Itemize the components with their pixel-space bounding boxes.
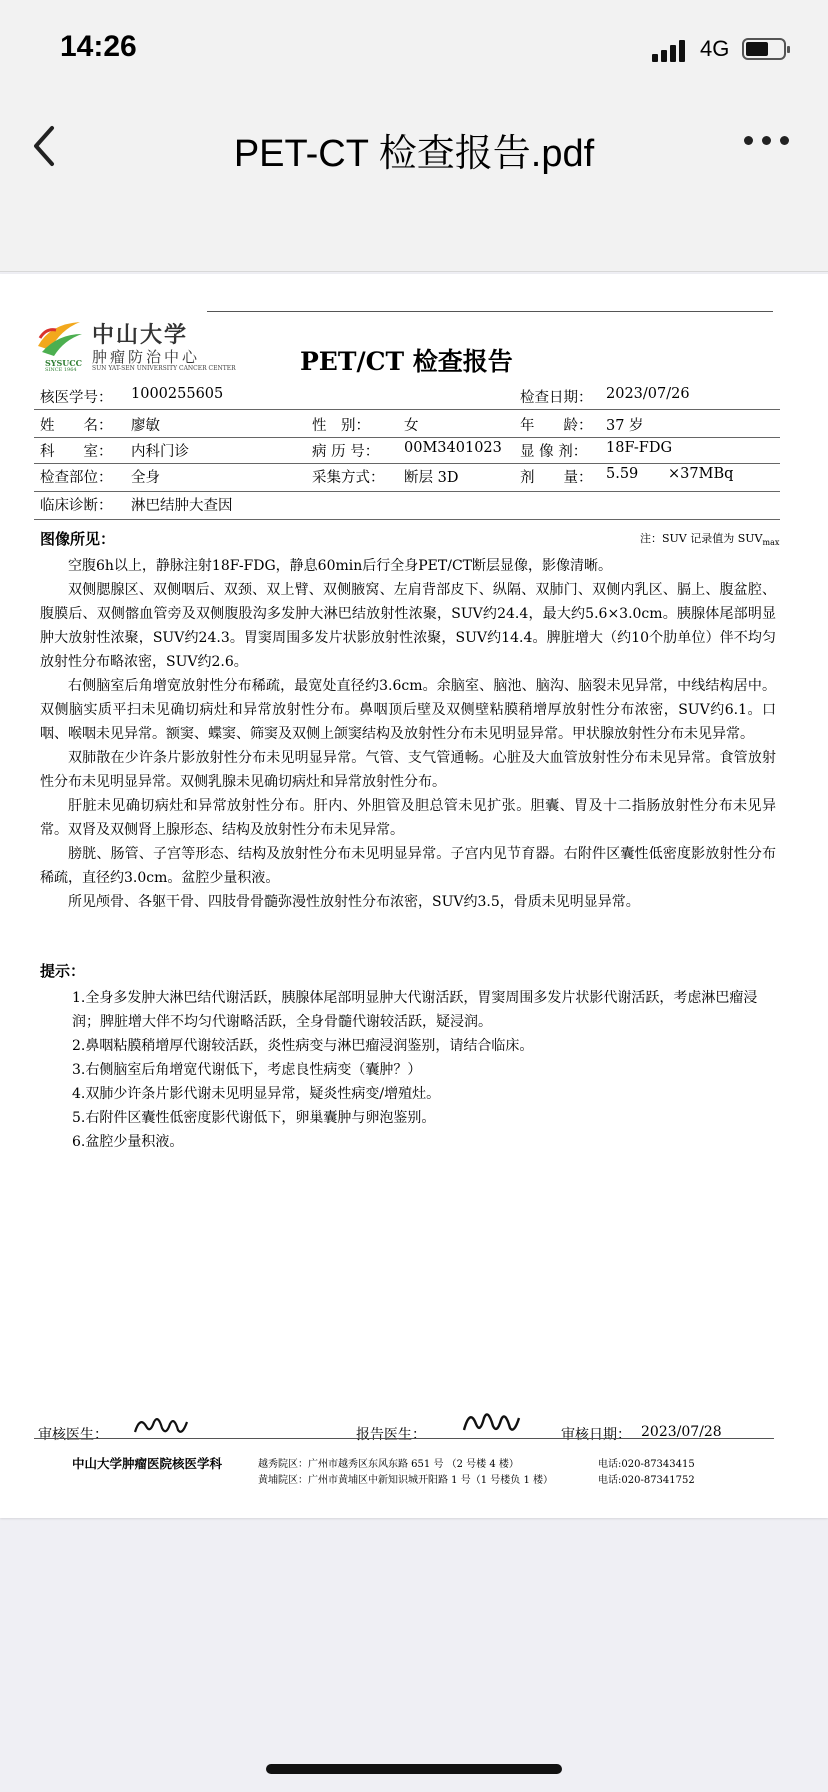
sex-value: 女	[404, 418, 419, 434]
info-row-1	[34, 386, 780, 410]
findings-body	[40, 554, 776, 914]
report-title: PET/CT 检查报告	[300, 347, 513, 376]
footer-address-2: 黄埔院区：广州市黄埔区中新知识城开阳路 1 号（1 号楼负 1 楼）	[258, 1475, 553, 1486]
status-bar	[0, 0, 828, 100]
footer-rule	[34, 1438, 774, 1439]
header-rule	[207, 311, 773, 312]
findings-paragraph: 膀胱、肠管、子宫等形态、结构及放射性分布未见明显异常。子宫内见节育器。右附件区囊性低密度影放射性分布稀疏，直径约3.0cm。盆腔少量积液。	[40, 846, 776, 886]
dose-unit: ×37MBq	[668, 466, 734, 482]
suv-note-text: 注：SUV 记录值为 SUV	[640, 532, 763, 545]
age-value: 37 岁	[606, 418, 644, 434]
findings-paragraph: 右侧脑室后角增宽放射性分布稀疏，最宽处直径约3.6cm。余脑室、脑池、脑沟、脑裂未见异常，中线结构居中。双侧脑实质平扫未见确切病灶和异常放射性分布。鼻咽顶后壁及双侧壁粘膜稍增厚放射性分布浓密，SUV约6.1。口咽、喉咽未见异常。额窦、蝶窦、筛窦及双侧上颌窦结构及放射性分布未见明显异常。甲状腺放射性分布未见异常。	[40, 678, 776, 742]
info-row-4	[34, 466, 780, 492]
hint-item: 5.右附件区囊性低密度影代谢低下，卵巢囊肿与卵泡鉴别。	[72, 1110, 436, 1126]
signal-icon	[652, 38, 692, 62]
findings-paragraph: 所见颅骨、各躯干骨、四肢骨骨髓弥漫性放射性分布浓密，SUV约3.5，骨质未见明显异常。	[68, 894, 640, 910]
agent-value: 18F-FDG	[606, 440, 673, 456]
hint-item: 2.鼻咽粘膜稍增厚代谢较活跃，炎性病变与淋巴瘤浸润鉴别，请结合临床。	[72, 1038, 534, 1054]
record-label: 病 历 号：	[312, 444, 380, 460]
hints-list	[72, 986, 776, 1154]
hint-item: 3.右侧脑室后角增宽代谢低下，考虑良性病变（囊肿？）	[72, 1062, 422, 1078]
agent-label: 显 像 剂：	[520, 444, 588, 460]
footer-phone-2: 电话:020-87341752	[598, 1475, 695, 1486]
date-value: 2023/07/26	[606, 386, 690, 402]
reviewer-label: 审核医生：	[38, 1427, 108, 1443]
info-row-3	[34, 440, 780, 464]
site-value: 全身	[131, 470, 160, 486]
logo-code: SYSUCC	[45, 358, 82, 368]
findings-paragraph: 双侧腮腺区、双侧咽后、双颈、双上臂、双侧腋窝、左肩背部皮下、纵隔、双肺门、双侧内乳区、膈上、腹盆腔、腹膜后、双侧髂血管旁及双侧腹股沟多发肿大淋巴结放射性浓聚，SUV约24.4，最大约5.6×3.0cm。胰腺体尾部明显肿大放射性浓聚，SUV约24.3。胃窦周围多发片状影放射性浓聚，SUV约14.4。脾脏增大（约10个肋单位）伴不均匀放射性分布略浓密，SUV约2.6。	[40, 582, 776, 670]
review-date-label: 审核日期：	[561, 1427, 631, 1443]
logo-subtitle: 肿瘤防治中心	[92, 348, 201, 366]
reporter-label: 报告医生：	[356, 1427, 426, 1443]
sex-label: 性 别：	[312, 418, 370, 434]
document-title: PET-CT 检查报告.pdf	[233, 133, 595, 175]
findings-paragraph: 双肺散在少许条片影放射性分布未见明显异常。气管、支气管通畅。心脏及大血管放射性分布未见异常。食管放射性分布未见明显异常。双侧乳腺未见确切病灶和异常放射性分布。	[40, 750, 776, 790]
suv-note	[640, 530, 779, 547]
pdf-page	[0, 274, 828, 1518]
findings-paragraph: 肝脏未见确切病灶和异常放射性分布。肝内、外胆管及胆总管未见扩张。胆囊、胃及十二指肠放射性分布未见异常。双肾及双侧肾上腺形态、结构及放射性分布未见异常。	[40, 798, 776, 838]
hint-item: 1.全身多发肿大淋巴结代谢活跃，胰腺体尾部明显肿大代谢活跃，胃窦周围多发片状影代谢活跃，考虑淋巴瘤浸润；脾脏增大伴不均匀代谢略活跃，全身骨髓代谢较活跃，疑浸润。	[72, 990, 758, 1030]
home-indicator[interactable]	[266, 1764, 562, 1774]
site-label: 检查部位：	[40, 470, 113, 486]
dose-label: 剂 量：	[520, 470, 593, 486]
footer-department: 中山大学肿瘤医院核医学科	[72, 1456, 223, 1471]
hint-item: 4.双肺少许条片影代谢未见明显异常，疑炎性病变/增殖灶。	[72, 1086, 441, 1102]
dose-value: 5.59	[606, 466, 639, 482]
name-label: 姓 名：	[40, 418, 113, 434]
network-type: 4G	[700, 36, 730, 61]
dept-label: 科 室：	[40, 444, 113, 460]
record-value: 00M3401023	[404, 440, 502, 456]
logo-name-en: SUN YAT-SEN UNIVERSITY CANCER CENTER	[92, 365, 236, 372]
hy-value: 1000255605	[131, 386, 224, 402]
info-row-2	[34, 414, 780, 438]
more-icon[interactable]	[744, 136, 794, 156]
date-label: 检查日期：	[520, 390, 593, 406]
diag-value: 淋巴结肿大查因	[131, 498, 233, 514]
findings-paragraph: 空腹6h以上，静脉注射18F-FDG，静息60min后行全身PET/CT断层显像，影像清晰。	[68, 558, 613, 574]
mode-label: 采集方式：	[312, 470, 385, 486]
diag-label: 临床诊断：	[40, 498, 113, 514]
suv-note-sub: max	[762, 538, 780, 548]
hint-item: 6.盆腔少量积液。	[72, 1134, 184, 1150]
nav-bar	[0, 100, 828, 272]
reviewer-signature-icon	[132, 1412, 190, 1444]
review-date-value: 2023/07/28	[641, 1424, 722, 1440]
info-row-5	[34, 494, 780, 520]
dept-value: 内科门诊	[131, 444, 189, 460]
hints-heading: 提示：	[40, 962, 86, 980]
status-time: 14:26	[60, 30, 137, 63]
logo-name: 中山大学	[92, 322, 189, 348]
findings-heading: 图像所见：	[40, 530, 116, 548]
mode-value: 断层 3D	[404, 470, 459, 486]
logo-since: SINCE 1964	[45, 367, 77, 373]
battery-icon	[742, 38, 786, 60]
footer-address-1: 越秀院区：广州市越秀区东风东路 651 号 （2 号楼 4 楼）	[258, 1459, 519, 1470]
footer-phone-1: 电话:020-87343415	[598, 1459, 695, 1470]
age-label: 年 龄：	[520, 418, 593, 434]
hy-label: 核医学号：	[40, 390, 113, 406]
name-value: 廖敏	[131, 418, 160, 434]
